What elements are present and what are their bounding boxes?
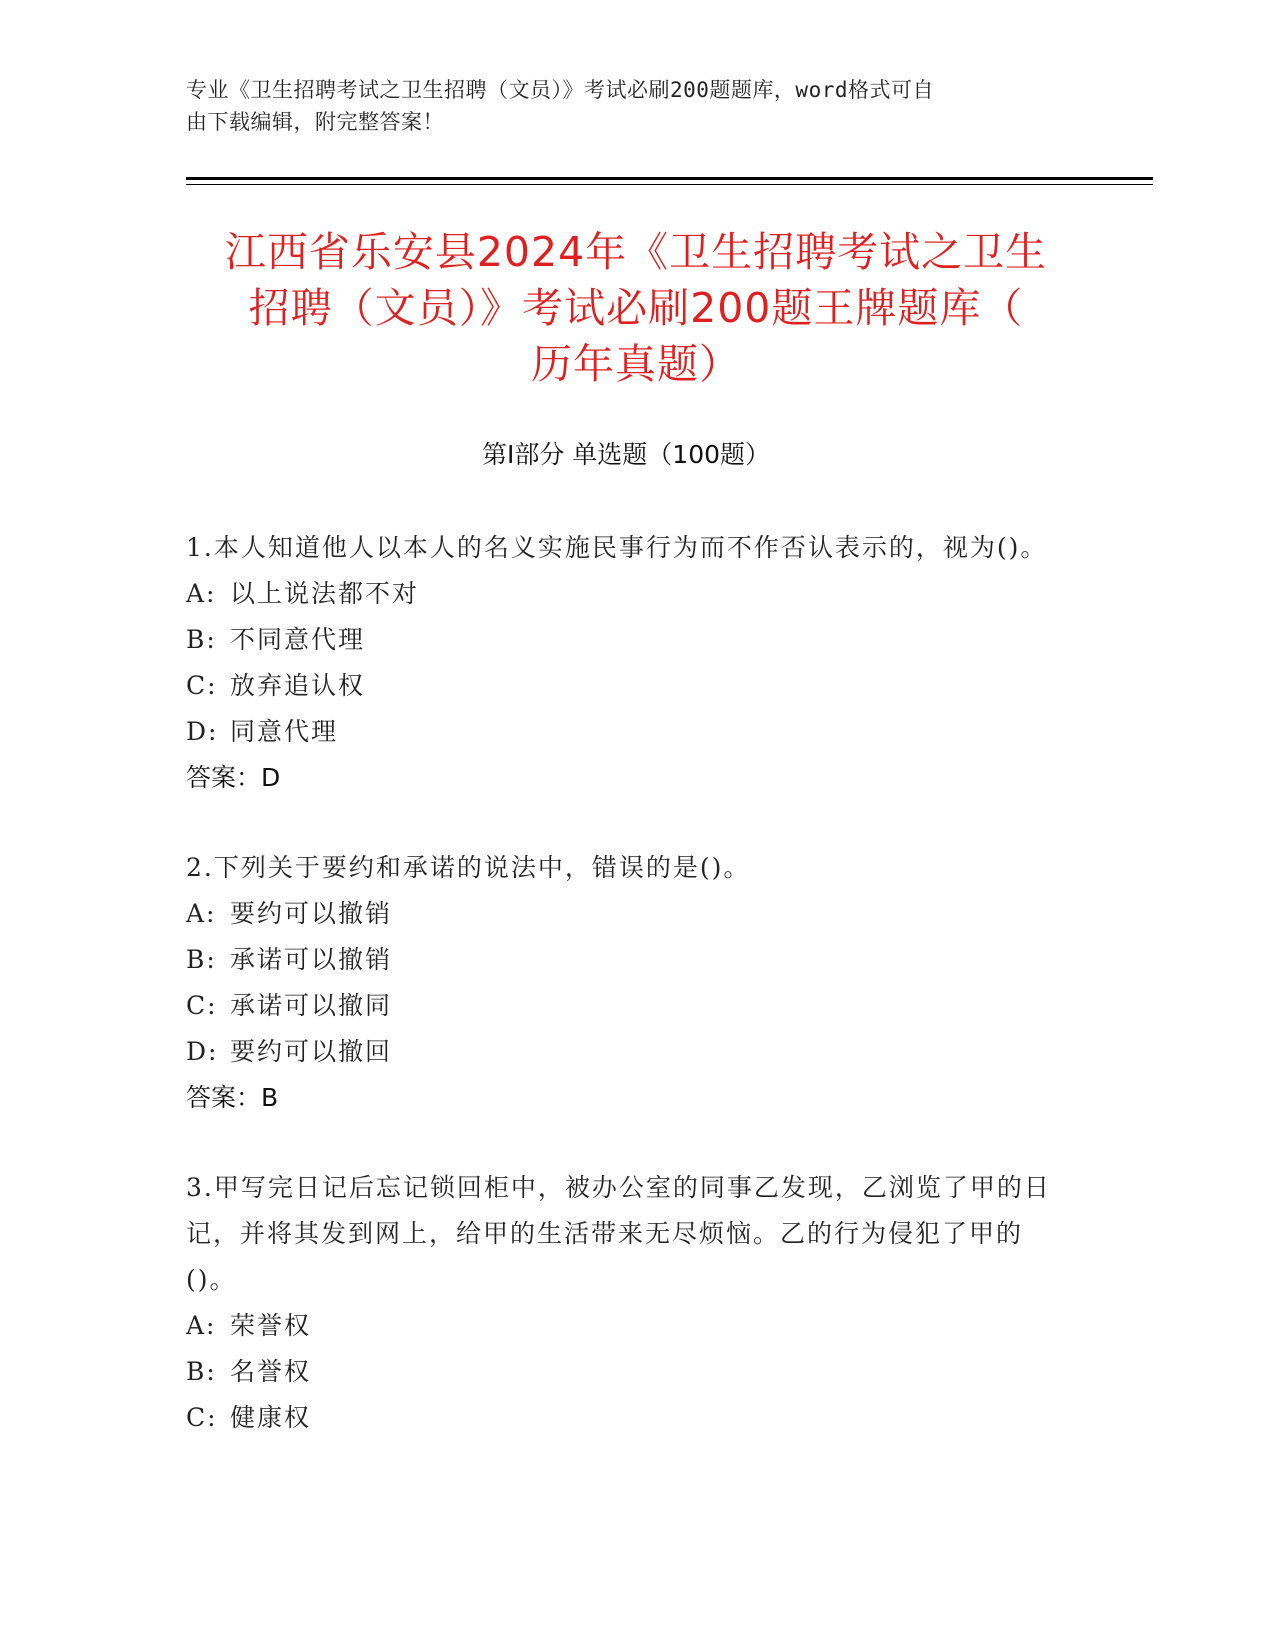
option-letter: C:	[186, 1403, 218, 1432]
document-title	[176, 224, 1096, 392]
option-text: 要约可以撤销	[230, 899, 393, 928]
option-text: 名誉权	[230, 1357, 312, 1386]
document-title-line-3: 历年真题）	[531, 340, 741, 388]
answer-option	[186, 663, 1066, 709]
option-text: 承诺可以撤同	[230, 991, 393, 1020]
answer-key: 答案：B	[186, 1083, 279, 1112]
question-item	[186, 1165, 1066, 1441]
answer-option	[186, 937, 1066, 983]
answer-key: 答案：D	[186, 763, 281, 792]
option-text: 同意代理	[230, 717, 339, 746]
answer-option	[186, 617, 1066, 663]
option-letter: D:	[186, 1037, 219, 1066]
option-letter: D:	[186, 717, 219, 746]
option-letter: B:	[186, 1357, 217, 1386]
document-title-line-2: 招聘（文员）》考试必刷200题王牌题库（	[248, 284, 1024, 332]
answer-option	[186, 1349, 1066, 1395]
answer-option	[186, 1303, 1066, 1349]
header-note-line-1: 专业《卫生招聘考试之卫生招聘（文员）》考试必刷200题题库，word格式可自	[186, 78, 934, 102]
option-letter: A:	[186, 579, 217, 608]
answer-option	[186, 1395, 1066, 1441]
answer-option	[186, 571, 1066, 617]
option-text: 要约可以撤回	[230, 1037, 393, 1066]
section-title: 第Ⅰ部分 单选题（100题）	[481, 440, 771, 469]
header-divider-thick	[186, 177, 1153, 180]
answer-option	[186, 709, 1066, 755]
option-text: 健康权	[230, 1403, 312, 1432]
answer-option	[186, 891, 1066, 937]
question-list	[186, 525, 1066, 1485]
answer-option	[186, 1029, 1066, 1075]
option-text: 不同意代理	[230, 625, 366, 654]
option-letter: C:	[186, 671, 218, 700]
header-note-line-2: 由下载编辑，附完整答案！	[186, 110, 444, 134]
option-letter: A:	[186, 1311, 217, 1340]
option-text: 以上说法都不对	[230, 579, 420, 608]
option-letter: B:	[186, 945, 217, 974]
option-text: 承诺可以撤销	[230, 945, 393, 974]
header-note	[186, 74, 1066, 138]
question-item	[186, 525, 1066, 801]
option-text: 放弃追认权	[230, 671, 366, 700]
document-title-line-1: 江西省乐安县2024年《卫生招聘考试之卫生	[224, 228, 1048, 276]
option-letter: C:	[186, 991, 218, 1020]
option-text: 荣誉权	[230, 1311, 312, 1340]
option-letter: B:	[186, 625, 217, 654]
answer-option	[186, 983, 1066, 1029]
question-stem: 3.甲写完日记后忘记锁回柜中，被办公室的同事乙发现，乙浏览了甲的日记，并将其发到网上，给甲的生活带来无尽烦恼。乙的行为侵犯了甲的()。	[186, 1173, 1051, 1294]
header-divider-thin	[186, 184, 1153, 185]
question-stem: 1.本人知道他人以本人的名义实施民事行为而不作否认表示的，视为()。	[186, 533, 1048, 562]
question-stem: 2.下列关于要约和承诺的说法中，错误的是()。	[186, 853, 751, 882]
option-letter: A:	[186, 899, 217, 928]
question-item	[186, 845, 1066, 1121]
